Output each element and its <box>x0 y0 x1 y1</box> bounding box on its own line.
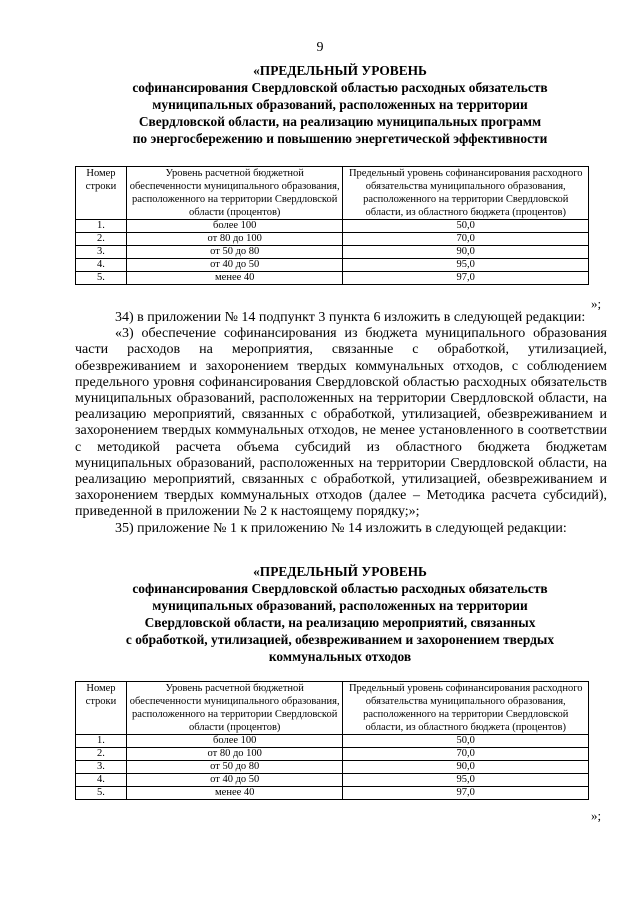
budget-level: от 50 до 80 <box>126 246 343 259</box>
row-number: 2. <box>76 233 127 246</box>
row-number: 5. <box>76 787 127 800</box>
cofinancing-limit: 90,0 <box>343 761 589 774</box>
cofinancing-limit: 50,0 <box>343 735 589 748</box>
cofinancing-limit: 95,0 <box>343 259 589 272</box>
heading-2-line: Свердловской области, на реализацию мероприятий, связанных <box>144 615 536 630</box>
row-number: 3. <box>76 246 127 259</box>
row-number: 4. <box>76 259 127 272</box>
table-header-row <box>76 682 589 735</box>
budget-level: более 100 <box>126 735 343 748</box>
budget-level: менее 40 <box>126 787 343 800</box>
heading-1 <box>70 62 610 147</box>
cofinancing-limit: 97,0 <box>343 787 589 800</box>
table-row <box>76 748 589 761</box>
budget-level: от 40 до 50 <box>126 774 343 787</box>
budget-level: от 40 до 50 <box>126 259 343 272</box>
table-row <box>76 774 589 787</box>
limit-table-1 <box>75 166 589 285</box>
table-row <box>76 761 589 774</box>
header-cofinancing-limit: Предельный уровень софинансирования расходного обязательства муниципального образования, расположенного на территории Свердловской области, из областного бюджета (процентов) <box>343 682 589 735</box>
table-row <box>76 787 589 800</box>
budget-level: от 80 до 100 <box>126 233 343 246</box>
cofinancing-limit: 97,0 <box>343 272 589 285</box>
heading-1-line: «ПРЕДЕЛЬНЫЙ УРОВЕНЬ <box>253 63 427 78</box>
limit-table-2 <box>75 681 589 800</box>
budget-level: от 80 до 100 <box>126 748 343 761</box>
row-number: 4. <box>76 774 127 787</box>
body-text <box>75 310 607 537</box>
heading-2-line: муниципальных образований, расположенных на территории <box>152 598 528 613</box>
header-cofinancing-limit: Предельный уровень софинансирования расходного обязательства муниципального образования, расположенного на территории Свердловской области, из областного бюджета (процентов) <box>343 167 589 220</box>
header-row-number: Номер строки <box>76 167 127 220</box>
page-number: 9 <box>316 40 324 55</box>
table-header-row <box>76 167 589 220</box>
paragraph-quote: «3) обеспечение софинансирования из бюджета муниципального образования части расходов на мероприятия, связанные с обработкой, утилизацией, обезвреживанием и захоронением твердых коммунальных отходов, с соблюдением предельного уровня софинансирования Свердловской областью расходных обязательств муниципальных образований, расположенных на территории Свердловской области, на реализацию мероприятий, связанных с обработкой, утилизацией, обезвреживанием и захоронением твердых коммунальных отходов, не менее установленного в соответствии с методикой расчета объема субсидий из областного бюджета бюджетам муниципальных образований, расположенных на территории Свердловской области, на реализацию мероприятий, связанных с обработкой, утилизацией, обезвреживанием и захоронением твердых коммунальных отходов (далее – Методика расчета субсидий), приведенной в приложении № 2 к настоящему порядку;»; <box>75 326 607 520</box>
table-row <box>76 259 589 272</box>
heading-2-line: коммунальных отходов <box>268 649 412 664</box>
cofinancing-limit: 70,0 <box>343 233 589 246</box>
heading-1-line: софинансирования Свердловской областью расходных обязательств <box>132 80 548 95</box>
heading-1-line: по энергосбережению и повышению энергетической эффективности <box>132 131 548 146</box>
table-row <box>76 220 589 233</box>
table-row <box>76 233 589 246</box>
row-number: 2. <box>76 748 127 761</box>
row-number: 5. <box>76 272 127 285</box>
table-row <box>76 272 589 285</box>
header-budget-level: Уровень расчетной бюджетной обеспеченности муниципального образования, расположенного на территории Свердловской области (процентов) <box>126 167 343 220</box>
cofinancing-limit: 90,0 <box>343 246 589 259</box>
row-number: 3. <box>76 761 127 774</box>
table-row <box>76 735 589 748</box>
cofinancing-limit: 95,0 <box>343 774 589 787</box>
paragraph-34: 34) в приложении № 14 подпункт 3 пункта 6 изложить в следующей редакции: <box>115 310 586 325</box>
row-number: 1. <box>76 220 127 233</box>
header-budget-level: Уровень расчетной бюджетной обеспеченности муниципального образования, расположенного на территории Свердловской области (процентов) <box>126 682 343 735</box>
heading-1-line: муниципальных образований, расположенных на территории <box>152 97 528 112</box>
heading-1-line: Свердловской области, на реализацию муниципальных программ <box>138 114 542 129</box>
heading-2-line: с обработкой, утилизацией, обезвреживанием и захоронением твердых <box>125 632 555 647</box>
budget-level: от 50 до 80 <box>126 761 343 774</box>
heading-2-line: софинансирования Свердловской областью расходных обязательств <box>132 581 548 596</box>
cofinancing-limit: 50,0 <box>343 220 589 233</box>
heading-2-line: «ПРЕДЕЛЬНЫЙ УРОВЕНЬ <box>253 564 427 579</box>
budget-level: более 100 <box>126 220 343 233</box>
table-2-closing-quote: »; <box>591 808 602 823</box>
heading-2 <box>70 563 610 665</box>
table-1-closing-quote: »; <box>591 296 602 311</box>
paragraph-35: 35) приложение № 1 к приложению № 14 изложить в следующей редакции: <box>115 520 567 536</box>
budget-level: менее 40 <box>126 272 343 285</box>
header-row-number: Номер строки <box>76 682 127 735</box>
table-row <box>76 246 589 259</box>
cofinancing-limit: 70,0 <box>343 748 589 761</box>
row-number: 1. <box>76 735 127 748</box>
